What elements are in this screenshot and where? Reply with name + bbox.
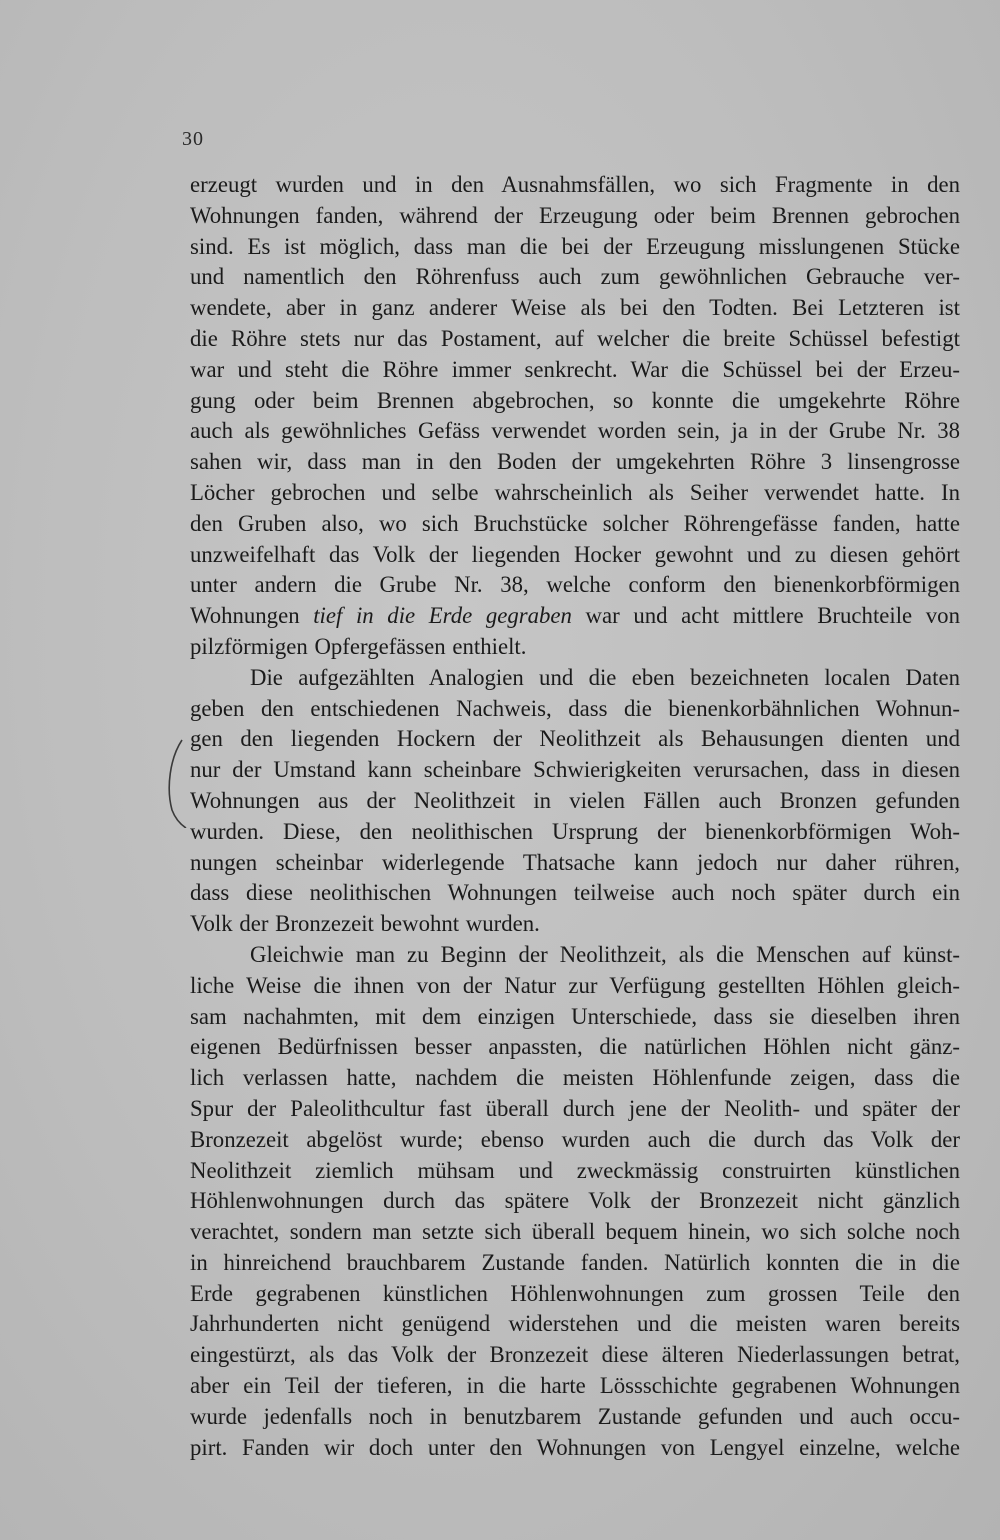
text-line: wurde jedenfalls noch in benutzbarem Zustande gefunden und auch occu- <box>190 1403 960 1429</box>
text-line: verachtet, sondern man setzte sich überall bequem hinein, wo sich solche noch <box>190 1219 960 1245</box>
text-line: Jahrhunderten nicht genügend widerstehen und die meisten waren bereits <box>190 1311 960 1337</box>
text-line: wendete, aber in ganz anderer Weise als bei den Todten. Bei Letzteren ist <box>190 295 960 321</box>
text-line: Erde gegrabenen künstlichen Höhlenwohnungen zum grossen Teile den <box>190 1280 960 1306</box>
text-line-with-italic <box>190 601 960 632</box>
text-line: unter andern die Grube Nr. 38, welche conform den bienenkorbförmigen <box>190 572 960 598</box>
text-line: Wohnungen aus der Neolithzeit in vielen Fällen auch Bronzen gefunden <box>190 787 960 813</box>
text-line: wurden. Diese, den neolithischen Ursprung der bienenkorbförmigen Woh- <box>190 818 960 844</box>
italic-phrase: tief in die Erde gegraben <box>313 603 572 629</box>
text-line: sahen wir, dass man in den Boden der umgekehrten Röhre 3 linsengrosse <box>190 449 960 475</box>
text-line: gen den liegenden Hockern der Neolithzeit als Behausungen dienten und <box>190 726 960 752</box>
text-line: und namentlich den Röhrenfuss auch zum gewöhnlichen Gebrauche ver- <box>190 264 960 290</box>
text-line: in hinreichend brauchbarem Zustande fanden. Natürlich konnten die in die <box>190 1249 960 1275</box>
text-line: den Gruben also, wo sich Bruchstücke solcher Röhrengefässe fanden, hatte <box>190 510 960 536</box>
text-line: sind. Es ist möglich, dass man die bei der Erzeugung misslungenen Stücke <box>190 233 960 259</box>
text-line: Neolithzeit ziemlich mühsam und zweckmässig construirten künstlichen <box>190 1157 960 1183</box>
text-line: liche Weise die ihnen von der Natur zur Verfügung gestellten Höhlen gleich- <box>190 972 960 998</box>
text-line: unzweifelhaft das Volk der liegenden Hocker gewohnt und zu diesen gehört <box>190 541 960 567</box>
text-line: Höhlenwohnungen durch das spätere Volk der Bronzezeit nicht gänzlich <box>190 1188 960 1214</box>
text-line: die Röhre stets nur das Postament, auf welcher die breite Schüssel befestigt <box>190 325 960 351</box>
text-line: erzeugt wurden und in den Ausnahmsfällen, wo sich Fragmente in den <box>190 172 960 197</box>
text-line: nungen scheinbar widerlegende Thatsache kann jedoch nur daher rühren, <box>190 849 960 875</box>
text-line: lich verlassen hatte, nachdem die meisten Höhlenfunde zeigen, dass die <box>190 1065 960 1091</box>
text-line: aber ein Teil der tieferen, in die harte Lössschichte gegrabenen Wohnungen <box>190 1373 960 1399</box>
text-fragment: war und acht mittlere Bruchteile von <box>571 603 960 629</box>
text-line: Wohnungen fanden, während der Erzeugung oder beim Brennen gebrochen <box>190 202 960 228</box>
text-line: dass diese neolithischen Wohnungen teilweise auch noch später durch ein <box>190 880 960 906</box>
text-line: pirt. Fanden wir doch unter den Wohnungen von Lengyel einzelne, welche <box>190 1434 960 1460</box>
text-line: Löcher gebrochen und selbe wahrscheinlich als Seiher verwendet hatte. In <box>190 479 960 505</box>
paragraph-3 <box>190 940 960 1464</box>
text-line: eigenen Bedürfnissen besser anpassten, die natürlichen Höhlen nicht gänz- <box>190 1034 960 1060</box>
text-line: gung oder beim Brennen abgebrochen, so konnte die umgekehrte Röhre <box>190 387 960 413</box>
page-number: 30 <box>182 128 204 150</box>
text-line: war und steht die Röhre immer senkrecht. War die Schüssel bei der Erzeu- <box>190 356 960 382</box>
text-line: nur der Umstand kann scheinbare Schwierigkeiten verursachen, dass in diesen <box>190 757 960 783</box>
text-fragment: Wohnungen <box>190 603 314 629</box>
body-text <box>190 170 960 1463</box>
text-line: eingestürzt, als das Volk der Bronzezeit diese älteren Niederlassungen betrat, <box>190 1342 960 1368</box>
text-line: Die aufgezählten Analogien und die eben bezeichneten localen Daten <box>250 664 960 690</box>
paragraph-1 <box>190 170 960 663</box>
text-line: auch als gewöhnliches Gefäss verwendet worden sein, ja in der Grube Nr. 38 <box>190 418 960 444</box>
text-line: Gleichwie man zu Beginn der Neolithzeit, als die Menschen auf künst- <box>250 941 960 967</box>
text-line: Bronzezeit abgelöst wurde; ebenso wurden auch die durch das Volk der <box>190 1126 960 1152</box>
text-line: sam nachahmten, mit dem einzigen Unterschiede, dass sie dieselben ihren <box>190 1003 960 1029</box>
text-line: geben den entschiedenen Nachweis, dass die bienenkorbähnlichen Wohnun- <box>190 695 960 721</box>
paragraph-2 <box>190 663 960 940</box>
text-line: pilzförmigen Opfergefässen enthielt. <box>190 633 527 659</box>
text-line: Spur der Paleolithcultur fast überall durch jene der Neolith- und später der <box>190 1095 960 1121</box>
text-line: Volk der Bronzezeit bewohnt wurden. <box>190 911 540 937</box>
